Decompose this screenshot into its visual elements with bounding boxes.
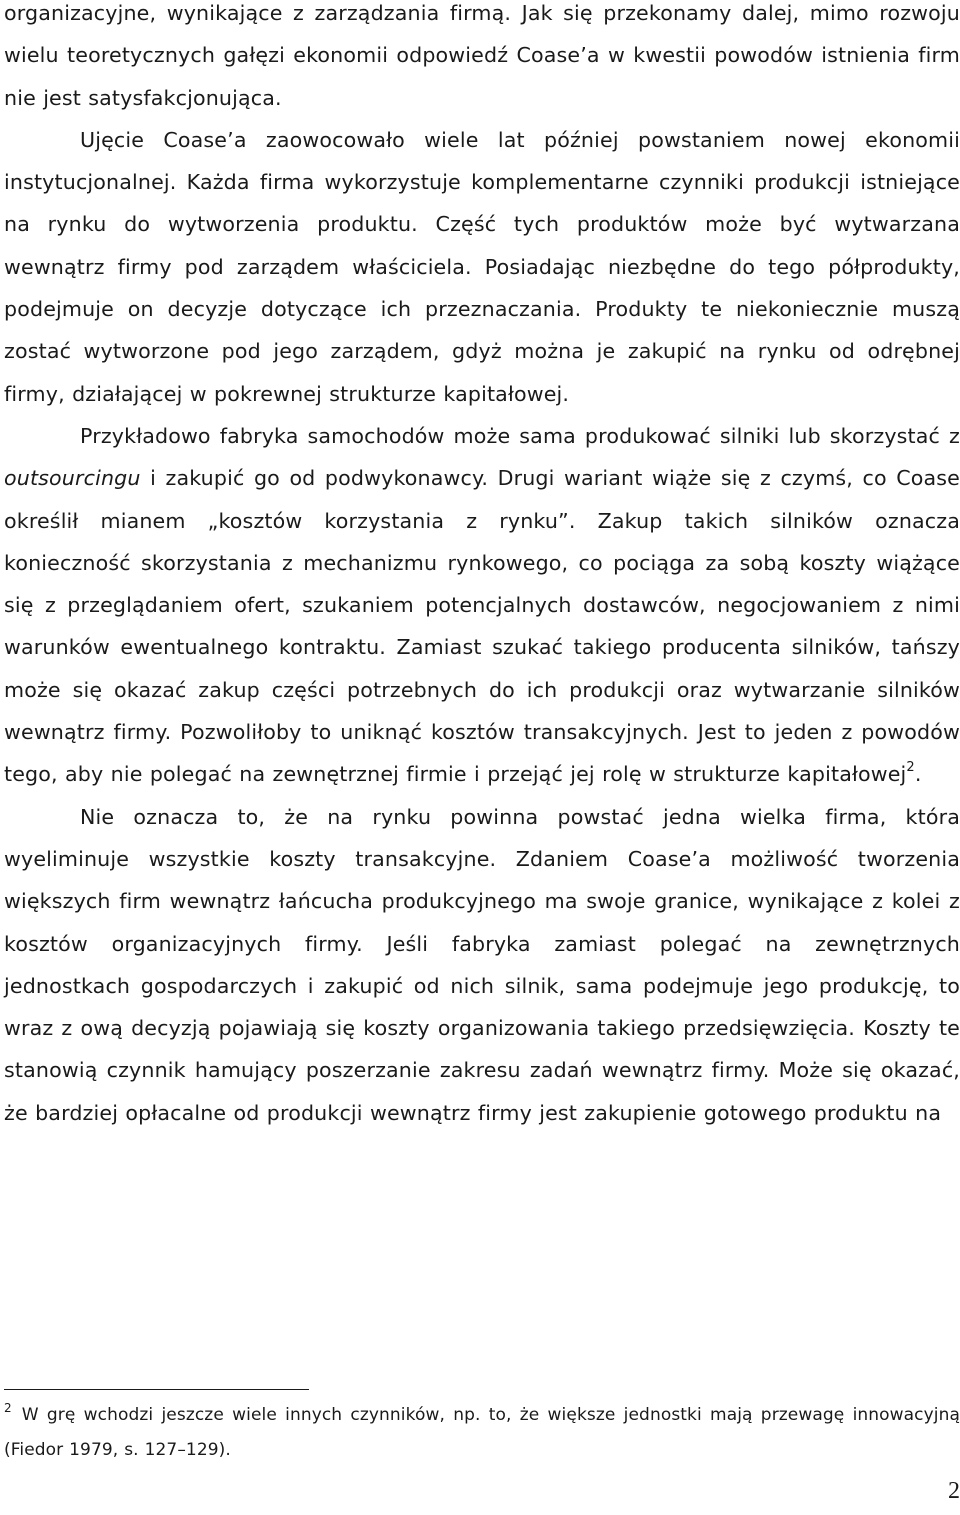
paragraph-3 (4, 415, 960, 796)
footnote-separator (4, 1389, 309, 1390)
paragraph-4: Nie oznacza to, że na rynku powinna powstać jedna wielka firma, która wyeliminuje wszystkie koszty transakcyjne. Zdaniem Coase’a możliwość tworzenia większych firm wewnątrz łańcucha produkcyjnego ma swoje granice, wynikające z kolei z kosztów organizacyjnych firmy. Jeśli fabryka zamiast polegać na zewnętrznych jednostkach gospodarczych i zakupić od nich silnik, sama podejmuje jego produkcję, to wraz z ową decyzją pojawiają się koszty organizowania takiego przedsięwzięcia. Koszty te stanowią czynnik hamujący poszerzanie zakresu zadań wewnątrz firmy. Może się okazać, że bardziej opłacalne od produkcji wewnątrz firmy jest zakupienie gotowego produktu na (4, 804, 960, 1125)
paragraph-2: Ujęcie Coase’a zaowocowało wiele lat później powstaniem nowej ekonomii instytucjonalnej. Każda firma wykorzystuje komplementarne czynniki produkcji istniejące na rynku do wytworzenia produktu. Część tych produktów może być wytwarzana wewnątrz firmy pod zarządem właściciela. Posiadając niezbędne do tego półprodukty, podejmuje on decyzje dotyczące ich przeznaczania. Produkty te niekoniecznie muszą zostać wytworzone pod jego zarządem, gdyż można je zakupić na rynku od odrębnej firmy, działającej w pokrewnej strukturze kapitałowej. (4, 127, 960, 406)
paragraph-3-italic-term: outsourcingu (4, 466, 141, 491)
paragraph-3-end: . (914, 762, 922, 787)
paragraph-3-text-a: Przykładowo fabryka samochodów może sama produkować silniki lub skorzystać z (80, 423, 960, 448)
footnote-mark: 2 (4, 1401, 12, 1416)
footnote-reference[interactable]: 2 (906, 760, 915, 776)
footnote-text: W grę wchodzi jeszcze wiele innych czynników, np. to, że większe jednostki mają przewagę innowacyjną (Fiedor 1979, s. 127–129). (4, 1405, 960, 1460)
footnote (4, 1398, 960, 1468)
page-number: 2 (948, 1478, 960, 1504)
paragraph-3-text-b: i zakupić go od podwykonawcy. Drugi wariant wiąże się z czymś, co Coase określił mianem „kosztów korzystania z rynku”. Zakup takich silników oznacza konieczność skorzystania z mechanizmu rynkowego, co pociąga za sobą koszty wiążące się z przeglądaniem ofert, szukaniem potencjalnych dostawców, negocjowaniem z nimi warunków ewentualnego kontraktu. Zamiast szukać takiego producenta silników, tańszy może się okazać zakup części potrzebnych do ich produkcji oraz wytwarzanie silników wewnątrz firmy. Pozwoliłoby to uniknąć kosztów transakcyjnych. Jest to jeden z powodów tego, aby nie polegać na zewnętrznej firmie i przejąć jej rolę w strukturze kapitałowej (4, 466, 960, 787)
document-page (4, 0, 960, 1134)
paragraph-1: organizacyjne, wynikające z zarządzania firmą. Jak się przekonamy dalej, mimo rozwoju wielu teoretycznych gałęzi ekonomii odpowiedź Coase’a w kwestii powodów istnienia firm nie jest satysfakcjonująca. (4, 1, 960, 110)
